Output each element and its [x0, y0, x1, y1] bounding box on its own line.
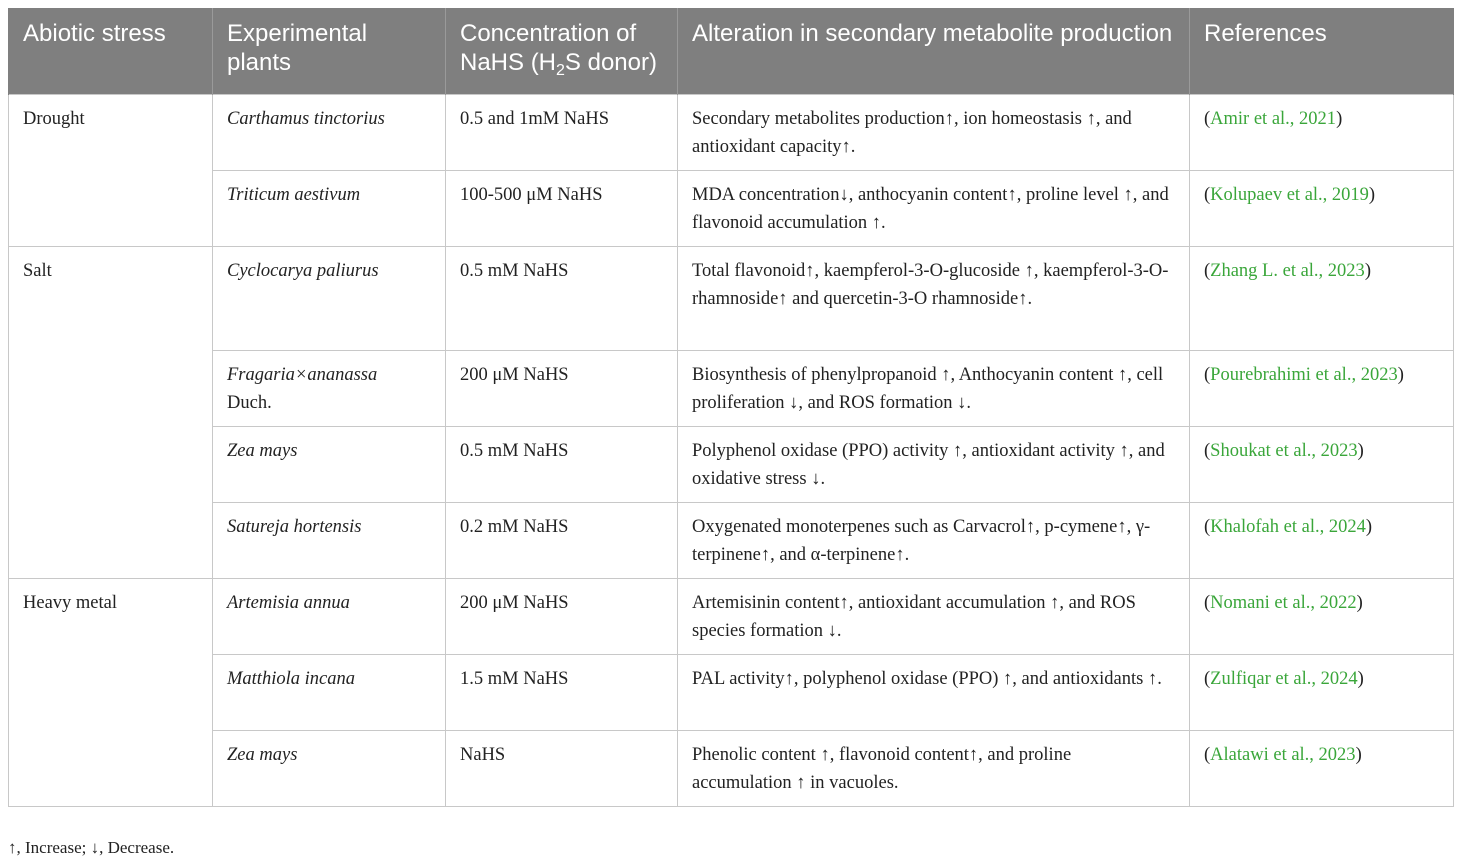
ref-close-paren: )	[1357, 668, 1364, 689]
citation-link[interactable]: Kolupaev et al., 2019	[1210, 184, 1369, 205]
citation-link[interactable]: Zhang L. et al., 2023	[1210, 260, 1365, 281]
alteration-cell: Biosynthesis of phenylpropanoid ↑, Anthocyanin content ↑, cell proliferation ↓, and ROS formation ↓.	[678, 350, 1190, 426]
ref-open-paren: (	[1204, 108, 1211, 129]
ref-close-paren: )	[1368, 184, 1376, 205]
table-body	[9, 94, 1454, 806]
header-row	[9, 8, 1454, 94]
alteration-cell: Total flavonoid↑, kaempferol-3-O-glucoside ↑, kaempferol-3-O-rhamnoside↑ and quercetin-3-O rhamnoside↑.	[678, 246, 1190, 350]
data-table-container	[8, 8, 1453, 807]
alteration-cell: Artemisinin content↑, antioxidant accumulation ↑, and ROS species formation ↓.	[678, 578, 1190, 654]
header-abiotic-stress: Abiotic stress	[9, 8, 213, 94]
header-alteration: Alteration in secondary metabolite production	[678, 8, 1190, 94]
table-row	[9, 426, 1454, 502]
plant-cell	[213, 654, 446, 730]
subscript-2: 2	[556, 62, 565, 79]
reference-cell	[1190, 246, 1454, 350]
plant-cell	[213, 246, 446, 350]
alteration-cell: Phenolic content ↑, flavonoid content↑, and proline accumulation ↑ in vacuoles.	[678, 730, 1190, 806]
ref-close-paren: )	[1365, 516, 1373, 537]
header-experimental-plants: Experimental plants	[213, 8, 446, 94]
reference-cell	[1190, 654, 1454, 730]
plant-name: Fragaria×ananassa	[227, 364, 378, 385]
plant-name: Satureja hortensis	[227, 516, 362, 537]
alteration-cell: Polyphenol oxidase (PPO) activity ↑, antioxidant activity ↑, and oxidative stress ↓.	[678, 426, 1190, 502]
ref-open-paren: (	[1204, 592, 1211, 613]
header-concentration-suffix: S donor)	[564, 49, 657, 76]
header-concentration-text: Concentration of NaHS (H	[460, 20, 637, 76]
ref-open-paren: (	[1204, 668, 1211, 689]
alteration-cell: Oxygenated monoterpenes such as Carvacrol↑, p-cymene↑, γ-terpinene↑, and α-terpinene↑.	[678, 502, 1190, 578]
citation-link[interactable]: Zulfiqar et al., 2024	[1210, 668, 1358, 689]
plant-cell	[213, 170, 446, 246]
ref-close-paren: )	[1357, 440, 1364, 461]
alteration-cell: Secondary metabolites production↑, ion homeostasis ↑, and antioxidant capacity↑.	[678, 94, 1190, 170]
plant-cell	[213, 730, 446, 806]
plant-name-suffix: Duch.	[227, 392, 272, 413]
plant-cell	[213, 426, 446, 502]
citation-link[interactable]: Amir et al., 2021	[1210, 108, 1337, 129]
table-row	[9, 730, 1454, 806]
reference-cell	[1190, 170, 1454, 246]
citation-link[interactable]: Khalofah et al., 2024	[1210, 516, 1366, 537]
citation-link[interactable]: Alatawi et al., 2023	[1210, 744, 1356, 765]
ref-open-paren: (	[1204, 440, 1211, 461]
concentration-cell: 200 μM NaHS	[446, 578, 678, 654]
ref-close-paren: )	[1355, 744, 1362, 765]
stress-group-drought: Drought	[9, 94, 213, 246]
concentration-cell: 1.5 mM NaHS	[446, 654, 678, 730]
concentration-cell: 200 μM NaHS	[446, 350, 678, 426]
plant-name: Cyclocarya paliurus	[227, 260, 379, 281]
citation-link[interactable]: Nomani et al., 2022	[1210, 592, 1357, 613]
table-row	[9, 94, 1454, 170]
plant-cell	[213, 578, 446, 654]
stress-group-heavy-metal: Heavy metal	[9, 578, 213, 806]
plant-name: Zea mays	[227, 440, 298, 461]
ref-close-paren: )	[1336, 108, 1343, 129]
header-concentration	[446, 8, 678, 94]
reference-cell	[1190, 426, 1454, 502]
concentration-cell: 100-500 μM NaHS	[446, 170, 678, 246]
plant-name: Matthiola incana	[227, 668, 355, 689]
table-row	[9, 246, 1454, 350]
plant-name: Carthamus tinctorius	[227, 108, 385, 129]
concentration-cell: 0.5 and 1mM NaHS	[446, 94, 678, 170]
alteration-cell: MDA concentration↓, anthocyanin content↑, proline level ↑, and flavonoid accumulation ↑.	[678, 170, 1190, 246]
table-row	[9, 350, 1454, 426]
table-row	[9, 170, 1454, 246]
ref-open-paren: (	[1204, 184, 1211, 205]
concentration-cell: 0.5 mM NaHS	[446, 246, 678, 350]
table-footnote: ↑, Increase; ↓, Decrease.	[8, 838, 175, 857]
plant-name: Zea mays	[227, 744, 298, 765]
plant-name: Triticum aestivum	[227, 184, 361, 205]
reference-cell	[1190, 350, 1454, 426]
reference-cell	[1190, 578, 1454, 654]
plant-cell	[213, 502, 446, 578]
ref-close-paren: )	[1356, 592, 1363, 613]
ref-open-paren: (	[1204, 516, 1211, 537]
table-row	[9, 502, 1454, 578]
table-row	[9, 578, 1454, 654]
ref-open-paren: (	[1204, 364, 1211, 385]
data-table	[8, 8, 1454, 807]
reference-cell	[1190, 730, 1454, 806]
table-header	[9, 8, 1454, 94]
citation-link[interactable]: Shoukat et al., 2023	[1210, 440, 1358, 461]
concentration-cell: 0.5 mM NaHS	[446, 426, 678, 502]
ref-open-paren: (	[1204, 744, 1211, 765]
ref-close-paren: )	[1364, 260, 1371, 281]
reference-cell	[1190, 502, 1454, 578]
stress-group-salt: Salt	[9, 246, 213, 578]
citation-link[interactable]: Pourebrahimi et al., 2023	[1210, 364, 1398, 385]
ref-open-paren: (	[1204, 260, 1211, 281]
alteration-cell: PAL activity↑, polyphenol oxidase (PPO) ↑, and antioxidants ↑.	[678, 654, 1190, 730]
plant-cell	[213, 94, 446, 170]
reference-cell	[1190, 94, 1454, 170]
plant-cell	[213, 350, 446, 426]
concentration-cell: 0.2 mM NaHS	[446, 502, 678, 578]
plant-name: Artemisia annua	[227, 592, 350, 613]
header-references: References	[1190, 8, 1454, 94]
table-row	[9, 654, 1454, 730]
concentration-cell: NaHS	[446, 730, 678, 806]
ref-close-paren: )	[1397, 364, 1404, 385]
